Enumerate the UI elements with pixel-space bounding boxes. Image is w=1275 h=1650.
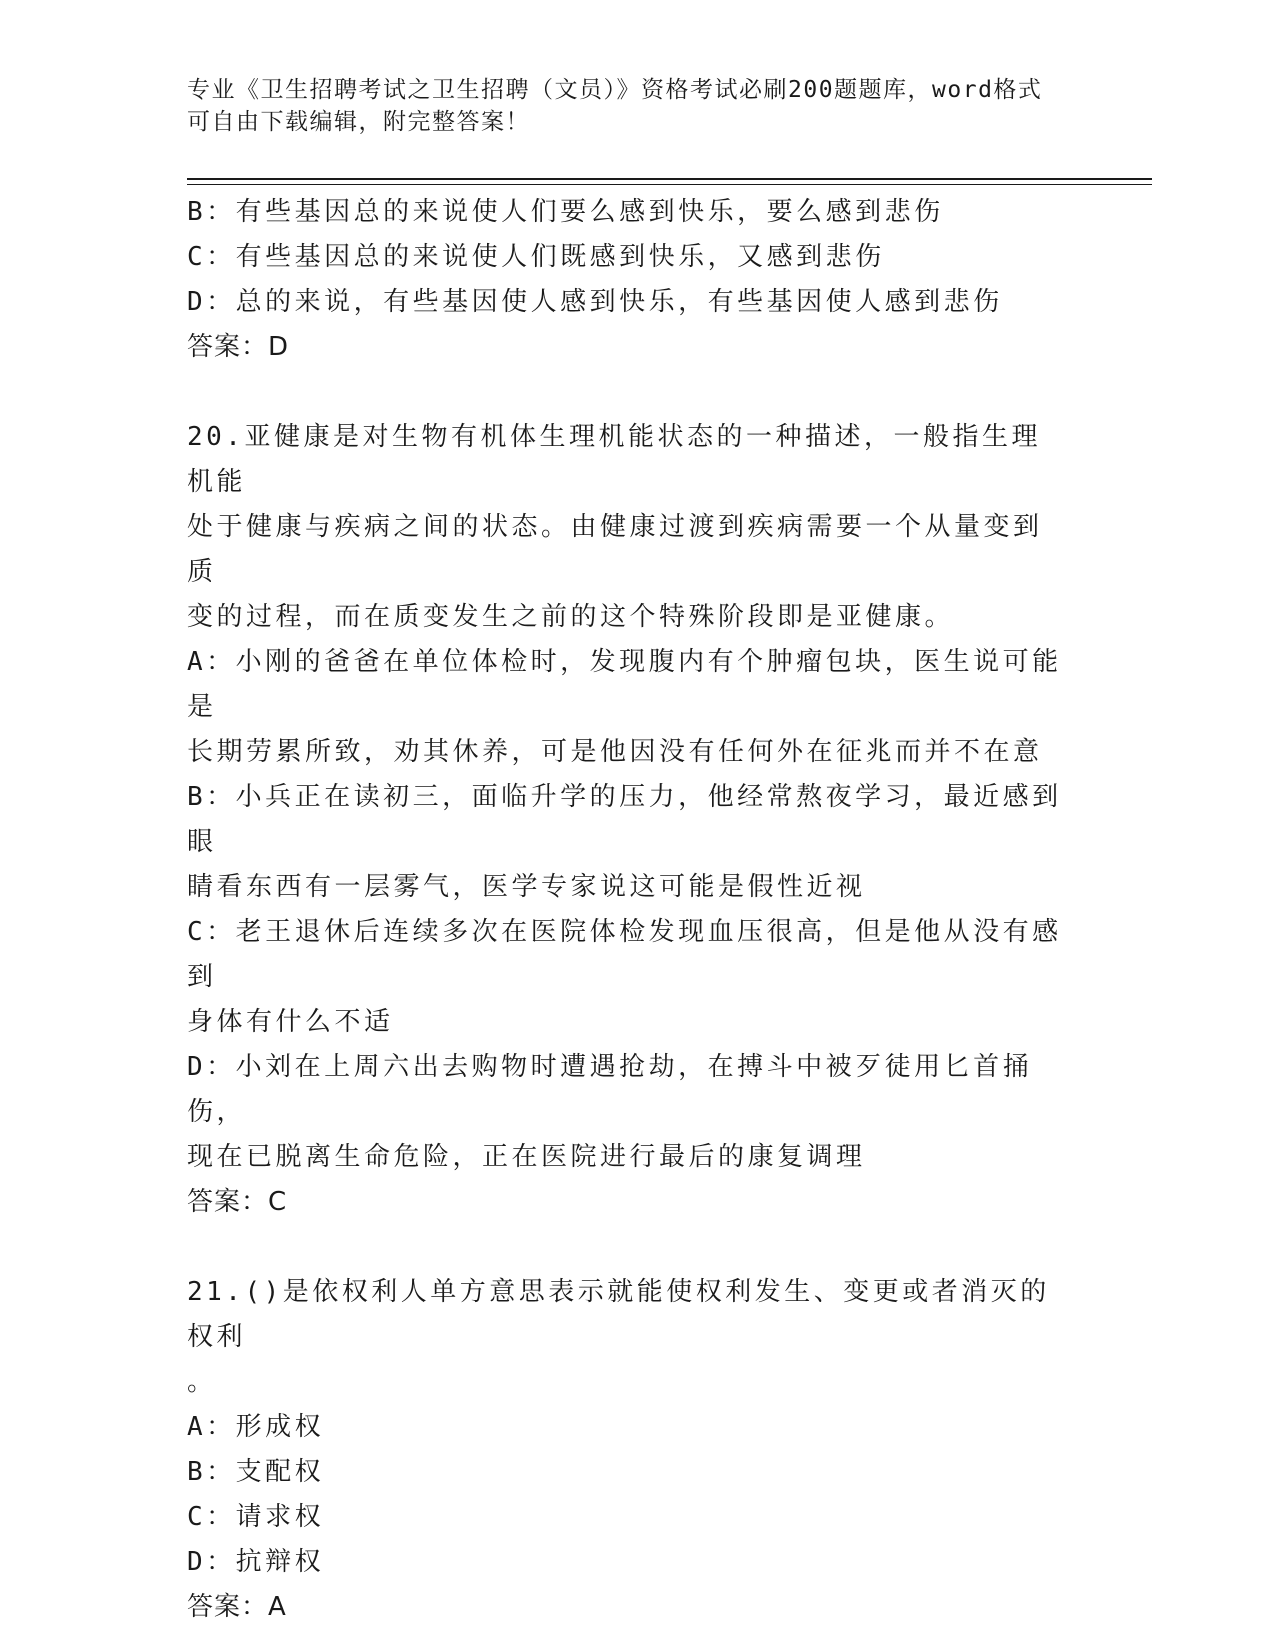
answer: 答案：A — [187, 1592, 287, 1622]
header-divider-thick — [187, 178, 1152, 180]
question-19-tail — [187, 190, 1067, 370]
option-b: B：支配权 — [187, 1457, 325, 1487]
spacer — [187, 370, 1067, 415]
question-stem-line: 变的过程，而在质变发生之前的这个特殊阶段即是亚健康。 — [187, 602, 955, 632]
option-c: C：请求权 — [187, 1502, 325, 1532]
option-b-continued: 睛看东西有一层雾气，医学专家说这可能是假性近视 — [187, 872, 866, 902]
question-21 — [187, 1270, 1067, 1630]
question-stem-line: 20.亚健康是对生物有机体生理机能状态的一种描述，一般指生理机能 — [187, 422, 1041, 497]
document-header — [187, 74, 1087, 138]
header-divider-thin — [187, 184, 1152, 185]
option-d: D：小刘在上周六出去购物时遭遇抢劫，在搏斗中被歹徒用匕首捅伤， — [187, 1052, 1033, 1127]
option-d: D：抗辩权 — [187, 1547, 325, 1577]
option-a-continued: 长期劳累所致，劝其休养，可是他因没有任何外在征兆而并不在意 — [187, 737, 1043, 767]
question-stem-line: 21.()是依权利人单方意思表示就能使权利发生、变更或者消灭的权利 — [187, 1277, 1050, 1352]
option-c-continued: 身体有什么不适 — [187, 1007, 394, 1037]
spacer — [187, 1225, 1067, 1270]
question-20 — [187, 415, 1067, 1225]
option-c: C：老王退休后连续多次在医院体检发现血压很高，但是他从没有感到 — [187, 917, 1062, 992]
answer: 答案：C — [187, 1187, 288, 1217]
header-title-line-1: 专业《卫生招聘考试之卫生招聘（文员）》资格考试必刷200题题库，word格式 — [187, 77, 1043, 103]
question-stem-line: 。 — [187, 1367, 217, 1397]
option-a: A：小刚的爸爸在单位体检时，发现腹内有个肿瘤包块，医生说可能是 — [187, 647, 1062, 722]
header-title-line-2: 可自由下载编辑，附完整答案！ — [187, 109, 530, 135]
answer: 答案：D — [187, 332, 290, 362]
option-a: A：形成权 — [187, 1412, 325, 1442]
question-list — [187, 190, 1067, 1630]
option-c: C：有些基因总的来说使人们既感到快乐，又感到悲伤 — [187, 242, 885, 272]
question-stem-line: 处于健康与疾病之间的状态。由健康过渡到疾病需要一个从量变到质 — [187, 512, 1043, 587]
option-b: B：小兵正在读初三，面临升学的压力，他经常熬夜学习，最近感到眼 — [187, 782, 1062, 857]
option-d: D：总的来说，有些基因使人感到快乐，有些基因使人感到悲伤 — [187, 287, 1003, 317]
option-d-continued: 现在已脱离生命危险，正在医院进行最后的康复调理 — [187, 1142, 866, 1172]
option-b: B：有些基因总的来说使人们要么感到快乐，要么感到悲伤 — [187, 197, 944, 227]
